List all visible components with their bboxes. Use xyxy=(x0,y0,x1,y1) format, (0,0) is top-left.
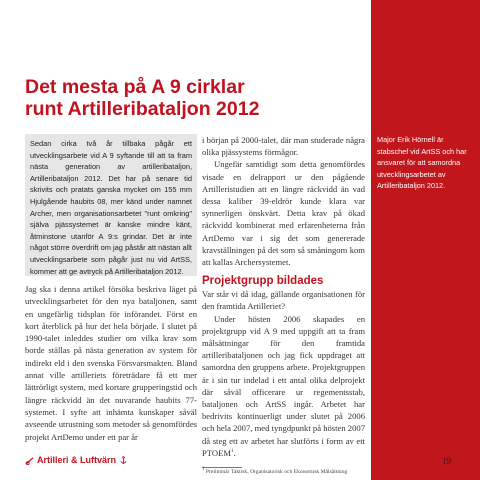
author-bio: Major Erik Hörnell är stabschef vid ArtSS och har ansvaret för att samordna utvecklingsarbetet av Artilleribataljon 2012. xyxy=(377,135,467,191)
headline-line-1: Det mesta på A 9 cirklar xyxy=(25,76,245,98)
footnote xyxy=(202,468,365,476)
body-column-right xyxy=(202,134,365,476)
section-subheading: Projektgrupp bildades xyxy=(202,275,324,288)
cannon-icon xyxy=(25,456,34,465)
sidebar-panel xyxy=(371,0,480,480)
footnote-marker: 1 xyxy=(230,449,234,455)
body-column-left xyxy=(25,283,197,443)
body-right-paragraph-3: Var står vi då idag, gällande organisationen för den framtida Artilleriet? xyxy=(202,289,365,312)
body-right-paragraph-2: Ungefär samtidigt som detta genomfördes visade en delrapport ur den pågående Artilleristudien att en längre räckvidd än vad dessa kaliber 39-eldrör kunde klara var synnerligen önskvärt. Detta krav på ökad räckvidd kombinerat med erfarenheterna från ArtDemo var i sig det som genererade kravställningen på det som så småningom kom att kallas Archersystemet. xyxy=(202,159,365,268)
body-right-paragraph-4 xyxy=(202,313,365,459)
footer-logo-text: Artilleri & Luftvärn xyxy=(37,455,117,465)
anchor-icon xyxy=(119,456,128,465)
footer-logo xyxy=(25,455,128,465)
body-right-paragraph-1: i början på 2000-talet, där man studerade några olika pjässystems förmågor. xyxy=(202,135,365,158)
footnote-number: 1 xyxy=(202,467,205,473)
intro-text: Sedan cirka två år tillbaka pågår ett utvecklingsarbete vid A 9 syftande till att ta fram nästa generation av artilleribataljon, Artilleribataljon 2012. Det har på senare tid skrivits och pratats ganska mycket om 155 mm Hjulgående haubits 08, mer känd under namnet Archer, men organisationsarbetet "runt omkring" själva pjässystemet är kanske mindre känt, åtminstone utanför A 9:s grindar. Det är inte något större överdrift om jag påstår att nästan allt utvecklingsarbete som pågår just nu vid ArtSS, kommer att ge avtryck på Artilleribataljon 2012. xyxy=(30,139,192,276)
headline-line-2: runt Artilleribataljon 2012 xyxy=(25,98,260,120)
article-headline xyxy=(25,76,365,120)
paragraph-4-end: . xyxy=(233,447,236,458)
page-number: 19 xyxy=(442,456,451,466)
intro-box xyxy=(25,134,197,276)
body-left-text: Jag ska i denna artikel försöka beskriva läget på utvecklingsarbetet för den nya bataljonen, samt en ungefärlig tidsplan för införandet. Först en kort återblick på hur det hela började. I slutet på 1990-talet inleddes studier om vilka krav som borde ställas på nästa generation av system för indirekt eld i den svenska Försvarsmakten. Bland annat ville artilleriets företrädare få ett mer lättrörligt system, med kortare grupperingstid och längre räckvidd än det nuvarande haubits 77-systemet. I syfte att inhämta kunskaper såväl avseende utrustning som metoder så genomfördes projekt ArtDemo under ett par år xyxy=(25,284,197,442)
paragraph-4-text: Under hösten 2006 skapades en projektgrupp vid A 9 med uppgift att ta fram målsättningar för den framtida artilleribataljonen och jag fick uppdraget att samordna den gruppens arbete. Projektgruppen är i sin tur indelad i ett antal olika delprojekt där såväl officerare ur regementsstab, bataljonen och ArtSS ingår. Arbetet har bedrivits kontinuerligt under slutet på 2006 och hela 2007, med tyngdpunkt på hösten 2007 då steg ett av arbetet har slutförts i form av ett PTOEM xyxy=(202,313,365,458)
footnote-text: Preliminär Taktisk, Organisatorisk och Ekonomisk Målsättning xyxy=(205,469,348,476)
